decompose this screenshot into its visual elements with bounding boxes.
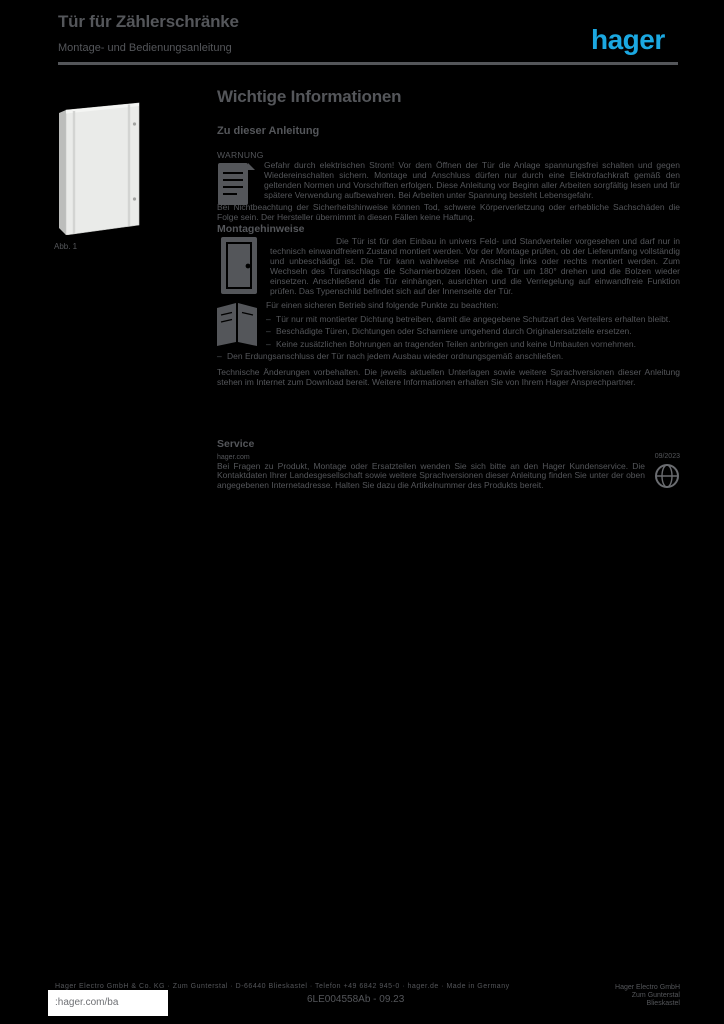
list-item [266, 339, 680, 349]
document-reference: 6LE004558Ab - 09.23 [307, 994, 405, 1005]
operation-intro: Für einen sicheren Betrieb sind folgende Punkte zu beachten: [266, 300, 499, 310]
warning-note: Bei Nichtbeachtung der Sicherheitshinweise können Tod, schwere Körperverletzung oder erhebliche Sachschäden die Folge sein. Der Hersteller übernimmt in diesen Fällen keine Haftung. [217, 202, 680, 222]
hager-logo: hager [591, 24, 665, 55]
warning-label: WARNUNG [217, 150, 264, 160]
mounting-section [217, 236, 680, 298]
section-heading-intro: Zu dieser Anleitung [217, 125, 320, 137]
address-line: Blieskastel [646, 999, 680, 1007]
service-section [217, 462, 680, 492]
list-item-text: Tür nur mit montierter Dichtung betreiben, damit die angegebene Schutzart des Verteilers erhalten bleibt. [276, 314, 671, 325]
product-photo [53, 95, 145, 235]
document-subtitle: Montage- und Bedienungsanleitung [58, 42, 232, 54]
mounting-text: Die Tür ist für den Einbau in univers Feld- und Standverteiler vorgesehen und darf nur in technisch einwandfreiem Zustand montiert werden. Vor der Montage prüfen, ob der Lieferumfang vollständig und unbeschädigt ist. Die Tür kann wahlweise mit Anschlag links oder rechts montiert werden. Zum Wechseln des Türanschlags die Scharnierbolzen lösen, die Tür um 180° drehen und die Bolzen wieder einsetzen. Anschließend die Tür einhängen, ausrichten und die Verriegelung auf einwandfreie Funktion prüfen. Das Typenschild befindet sich auf der Innenseite der Tür. [270, 236, 680, 296]
section-heading-mounting: Montagehinweise [217, 223, 305, 235]
address-line: Zum Gunterstal [631, 991, 680, 999]
list-item [266, 314, 680, 324]
operation-outro: Technische Änderungen vorbehalten. Die jeweils aktuellen Unterlagen sowie weitere Sprachversionen dieser Anleitung stehen im Internet zum Download bereit. Weitere Informationen erhalten Sie von Ihrem Hager Ansprechpartner. [217, 367, 680, 388]
door-panel-image [53, 95, 145, 235]
list-item-text: Keine zusätzlichen Bohrungen an tragenden Teilen anbringen und keine Umbauten vornehmen. [276, 338, 636, 349]
list-item [217, 351, 680, 361]
globe-icon [654, 463, 680, 491]
portal-link-box[interactable] [48, 990, 168, 1016]
service-link[interactable]: hager.com [217, 454, 250, 461]
warning-text: Gefahr durch elektrischen Strom! Vor dem Öffnen der Tür die Anlage spannungsfrei schalten und gegen Wiedereinschalten sichern. Montage und Anschluss dürfen nur durch eine Elektrofachkraft gemäß den geltenden Normen und Vorschriften erfolgen. Diese Anleitung vor Beginn aller Arbeiten sorgfältig lesen und für spätere Verwendung aufbewahren. Bei Arbeiten unter Spannung besteht Lebensgefahr. [264, 160, 680, 200]
list-item [266, 326, 680, 336]
header-divider [58, 62, 678, 65]
read-manual-icon [217, 161, 255, 207]
footer-legal-line: Hager Electro GmbH & Co. KG · Zum Gunterstal · D-66440 Blieskastel · Telefon +49 6842 945-0 · hager.de · Made in Germany [55, 983, 510, 990]
footer-address-block [560, 984, 680, 1008]
portal-link-text[interactable]: :hager.com/ba [55, 997, 119, 1008]
document-title: Tür für Zählerschränke [58, 12, 239, 31]
service-date: 09/2023 [654, 453, 680, 460]
address-line: Hager Electro GmbH [615, 984, 680, 991]
service-text: Bei Fragen zu Produkt, Montage oder Ersatzteilen wenden Sie sich bitte an den Hager Kundenservice. Die Kontaktdaten Ihrer Landesgesellschaft sowie weitere Sprachversionen dieser Anleitung finden Sie unter der oben angegebenen Internetadresse. Halten Sie dazu die Artikelnummer des Produkts bereit. [217, 461, 645, 490]
operation-section [217, 300, 680, 391]
bullet-marker: – [266, 326, 271, 337]
bullet-marker: – [266, 338, 271, 349]
bullet-marker: – [217, 350, 222, 361]
figure-caption: Abb. 1 [54, 242, 78, 251]
door-mounting-icon [217, 237, 261, 296]
open-book-icon [217, 301, 257, 348]
list-item-text: Beschädigte Türen, Dichtungen oder Scharniere umgehend durch Originalersatzteile ersetzen. [276, 326, 632, 337]
list-item-text: Den Erdungsanschluss der Tür nach jedem Ausbau wieder ordnungsgemäß anschließen. [227, 350, 564, 361]
section-heading-service: Service [217, 438, 255, 450]
page-title: Wichtige Informationen [217, 87, 402, 106]
bullet-marker: – [266, 314, 271, 325]
